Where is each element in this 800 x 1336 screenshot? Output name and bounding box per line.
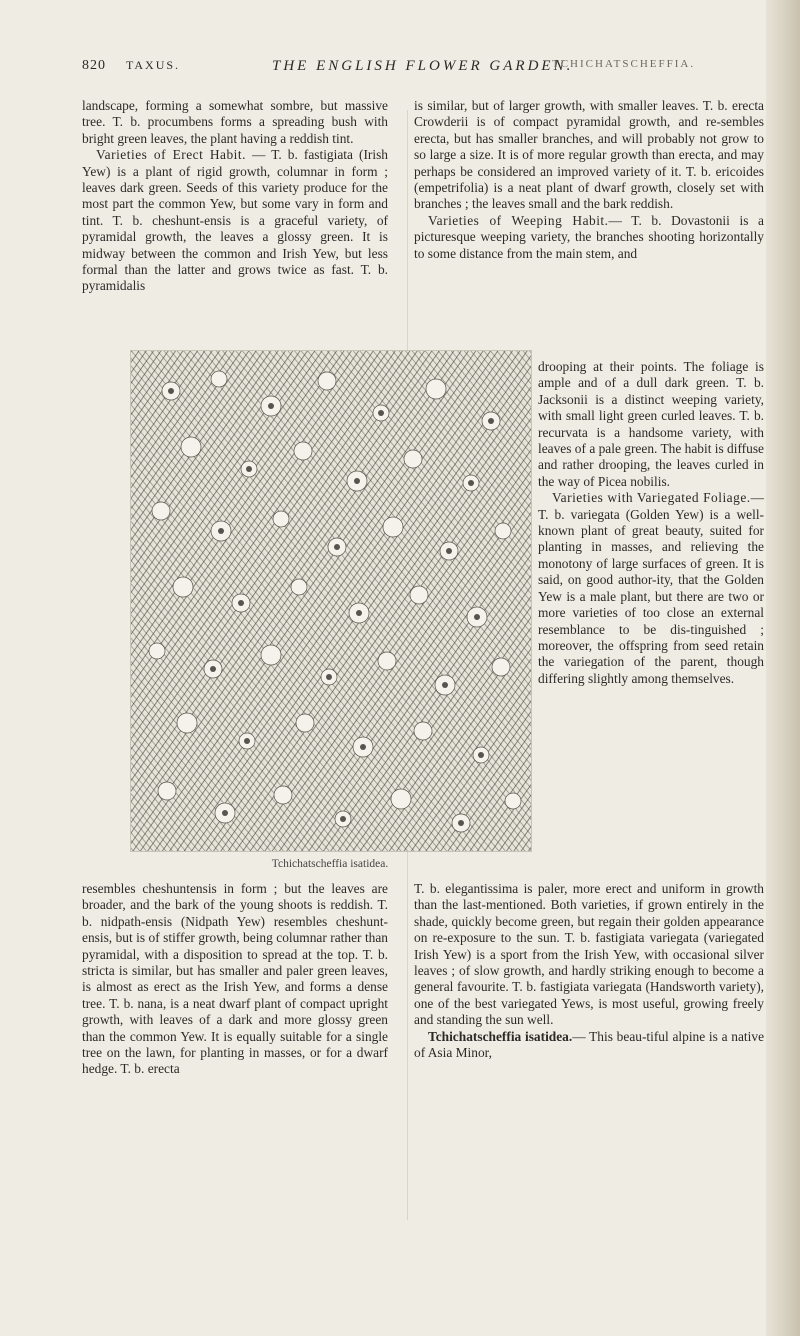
paragraph: drooping at their points. The foliage is ample and of a dull dark green. T. b. Jacksonii is a distinct weeping variety, with small light green curled leaves. T. b. recurvata is a handsome variety, with leaves of a pale green. The habit is diffuse and rather drooping, the leaves curled in the way of Picea nobilis. — [538, 359, 764, 489]
column-right-bottom — [414, 881, 764, 1061]
page-header — [82, 58, 772, 84]
column-right-top — [414, 98, 764, 262]
section-title: TAXUS. — [126, 58, 181, 72]
figure-caption: Tchichatscheffia isatidea. — [271, 858, 389, 870]
page-number: 820 — [82, 58, 106, 73]
page-edge — [766, 0, 800, 1336]
paragraph — [82, 147, 388, 295]
paragraph — [414, 213, 764, 262]
plant-engraving — [131, 351, 531, 851]
paragraph: resembles cheshuntensis in form ; but the leaves are broader, and the bark of the young shoots is reddish. T. b. nidpath-ensis (Nidpath Yew) resembles cheshunt-ensis, but is of stiffer growth, being columnar rather than pyramidal, with a disposition to spread at the top. T. b. stricta is similar, but has smaller and paler green leaves, is almost as erect as the Irish Yew, and forms a dense tree. T. b. nana, is a neat dwarf plant of compact upright growth, with leaves of a dark and more glossy green than the common Yew. It is equally suitable for a single tree on the lawn, for planting in masses, or for a dwarf hedge. T. b. erecta — [82, 881, 388, 1077]
paragraph-body: — T. b. variegata (Golden Yew) is a well-known plant of great beauty, suited for planting in masses, and relieving the monotony of large surfaces of green. It is said, on good author-ity, that the Golden Yew is a male plant, but there are two or more varieties of too close an external resemblance to be dis-tinguished ; moreover, the offspring from seed retain the variegation of the parent, though differing slightly among themselves. — [538, 490, 764, 686]
paragraph: landscape, forming a somewhat sombre, but massive tree. T. b. procumbens forms a spreading bush with bright green leaves, the plant having a reddish tint. — [82, 98, 388, 146]
paragraph: T. b. elegantissima is paler, more erect and uniform in growth than the last-mentioned. Both varieties, if grown entirely in the shade, quickly become green, but regain their golden appearance on re-exposure to the sun. T. b. fastigiata variegata (variegated Irish Yew) is a sport from the Irish Yew, with occasional silver leaves ; of slow growth, and hardly striking enough to become a general favourite. T. b. fastigiata variegata (Handsworth variety), one of the best variegated Yews, is most useful, growing freely and standing the sun well. — [414, 881, 764, 1028]
subheading: Tchichatscheffia isatidea. — [428, 1028, 573, 1044]
column-right-wrap — [538, 359, 764, 687]
subheading: Varieties of Erect Habit. — [96, 147, 246, 163]
subheading: Varieties of Weeping Habit. — [428, 212, 609, 228]
paragraph — [538, 490, 764, 687]
paragraph-body: — This beau-tiful alpine is a native of Asia Minor, — [414, 1028, 765, 1061]
running-head: TCHICHATSCHEFFIA. — [552, 58, 696, 70]
subheading: Varieties with Variegated Foliage. — [552, 490, 751, 506]
running-title: THE ENGLISH FLOWER GARDEN. — [272, 58, 574, 74]
column-left-top — [82, 98, 388, 295]
figure-illustration — [130, 350, 532, 852]
paragraph — [414, 1029, 764, 1062]
paragraph-body: — T. b. fastigiata (Irish Yew) is a plant of rigid growth, columnar in form ; leaves dark green. Seeds of this variety produce for the most part the common Yew, but some vary in form and tint. T. b. cheshunt-ensis is a graceful variety, of pyramidal growth, the leaves a glossy green. It is midway between the common and Irish Yew, but less formal than the latter and grows twice as fast. T. b. pyramidalis — [82, 147, 389, 294]
paragraph-body: — T. b. Dovastonii is a picturesque weeping variety, the branches shooting horizontally to some distance from the main stem, and — [414, 212, 764, 261]
paragraph: is similar, but of larger growth, with smaller leaves. T. b. erecta Crowderii is of compact pyramidal growth, and re-sembles erecta, but has smaller branches, and will probably not grow to so large a size. It is of more regular growth than erecta, and may perhaps be considered an improved variety of it. T. b. ericoides (empetrifolia) is a neat plant of dwarf growth, closely set with branches ; the leaves small and the bark reddish. — [414, 98, 764, 212]
column-left-bottom — [82, 881, 388, 1078]
